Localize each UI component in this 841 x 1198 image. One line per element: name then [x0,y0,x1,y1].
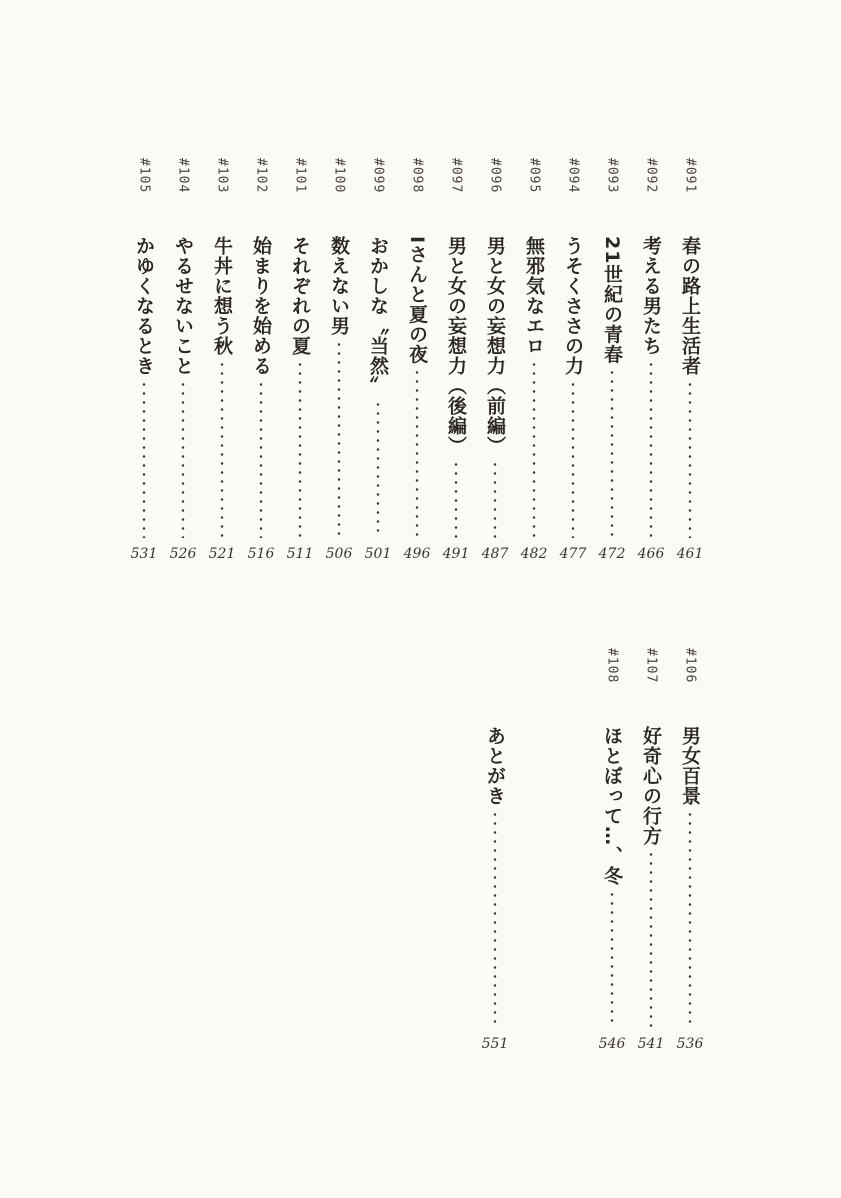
toc-entry[interactable] [480,648,510,1060]
chapter-number: #093 [604,158,620,194]
chapter-title: あとがき [484,726,506,806]
toc-entry[interactable] [285,158,315,570]
chapter-number: #099 [370,158,386,194]
page-number: 536 [676,1036,704,1052]
chapter-title: 男女百景 [679,726,701,806]
chapter-number: #095 [526,158,542,194]
dot-leader [687,380,693,538]
dot-leader [492,810,498,1028]
dot-leader [258,380,264,538]
page-number: 541 [637,1036,665,1052]
dot-leader [453,460,459,538]
toc-entry[interactable] [558,158,588,570]
toc-entry[interactable] [597,648,627,1060]
dot-leader [141,380,147,538]
chapter-number: #105 [136,158,152,194]
page-number: 526 [169,546,197,562]
chapter-number: #098 [409,158,425,194]
chapter-title: かゆくなるとき [133,236,155,376]
dot-leader [375,400,381,538]
toc-entry[interactable] [675,158,705,570]
chapter-title: Iさんと夏の夜 [406,236,428,365]
toc-entry[interactable] [675,648,705,1060]
dot-leader [297,360,303,538]
page-number: 546 [598,1036,626,1052]
chapter-number: #097 [448,158,464,194]
chapter-title: 無邪気なエロ [523,236,545,356]
chapter-title: 考える男たち [640,236,662,356]
toc-entry[interactable] [636,158,666,570]
toc-entry[interactable] [597,158,627,570]
page-number: 466 [637,546,665,562]
dot-leader [609,890,615,1028]
chapter-title: 数えない男 [328,236,350,336]
page-number: 491 [442,546,470,562]
page-number: 531 [130,546,158,562]
chapter-number: #101 [292,158,308,194]
chapter-title: 始まりを始める [250,236,272,376]
page-number: 501 [364,546,392,562]
toc-entry[interactable] [636,648,666,1060]
chapter-title: やるせないこと [172,236,194,376]
dot-leader [492,460,498,538]
page-number: 551 [481,1036,509,1052]
toc-entry[interactable] [168,158,198,570]
chapter-title: ほとぼって…、冬 [601,726,623,886]
page-number: 511 [286,546,314,562]
dot-leader [687,810,693,1028]
chapter-title: 好奇心の行方 [640,726,662,846]
chapter-number: #094 [565,158,581,194]
toc-entry[interactable] [402,158,432,570]
chapter-title: 21世紀の青春 [601,236,623,365]
chapter-title: 春の路上生活者 [679,236,701,376]
toc-entry[interactable] [246,158,276,570]
chapter-number: #104 [175,158,191,194]
dot-leader [180,380,186,538]
chapter-number: #102 [253,158,269,194]
dot-leader [648,850,654,1028]
chapter-number: #091 [682,158,698,194]
page-number: 482 [520,546,548,562]
chapter-number: #103 [214,158,230,194]
chapter-title: おかしな〝当然〟 [367,236,389,396]
toc-entry[interactable] [480,158,510,570]
chapter-number: #100 [331,158,347,194]
dot-leader [570,380,576,538]
dot-leader [609,368,615,538]
chapter-number: #106 [682,648,698,684]
chapter-title: うそくささの力 [562,236,584,376]
chapter-number: #107 [643,648,659,684]
page-number: 461 [676,546,704,562]
chapter-title: 男と女の妄想力（前編） [484,236,506,456]
page-number: 472 [598,546,626,562]
chapter-title: それぞれの夏 [289,236,311,356]
toc-entry[interactable] [324,158,354,570]
dot-leader [336,340,342,538]
toc-entry[interactable] [519,158,549,570]
toc-entry[interactable] [207,158,237,570]
toc-entry[interactable] [129,158,159,570]
chapter-number: #108 [604,648,620,684]
chapter-title: 牛丼に想う秋 [211,236,233,356]
dot-leader [648,360,654,538]
page-number: 516 [247,546,275,562]
dot-leader [531,360,537,538]
toc-entry[interactable] [441,158,471,570]
toc-entry[interactable] [363,158,393,570]
chapter-number: #092 [643,158,659,194]
chapter-number: #096 [487,158,503,194]
chapter-number [480,648,510,728]
page-number: 477 [559,546,587,562]
chapter-title: 男と女の妄想力（後編） [445,236,467,456]
page-number: 496 [403,546,431,562]
page-number: 521 [208,546,236,562]
dot-leader [219,360,225,538]
page-number: 506 [325,546,353,562]
page-number: 487 [481,546,509,562]
dot-leader [414,368,420,538]
